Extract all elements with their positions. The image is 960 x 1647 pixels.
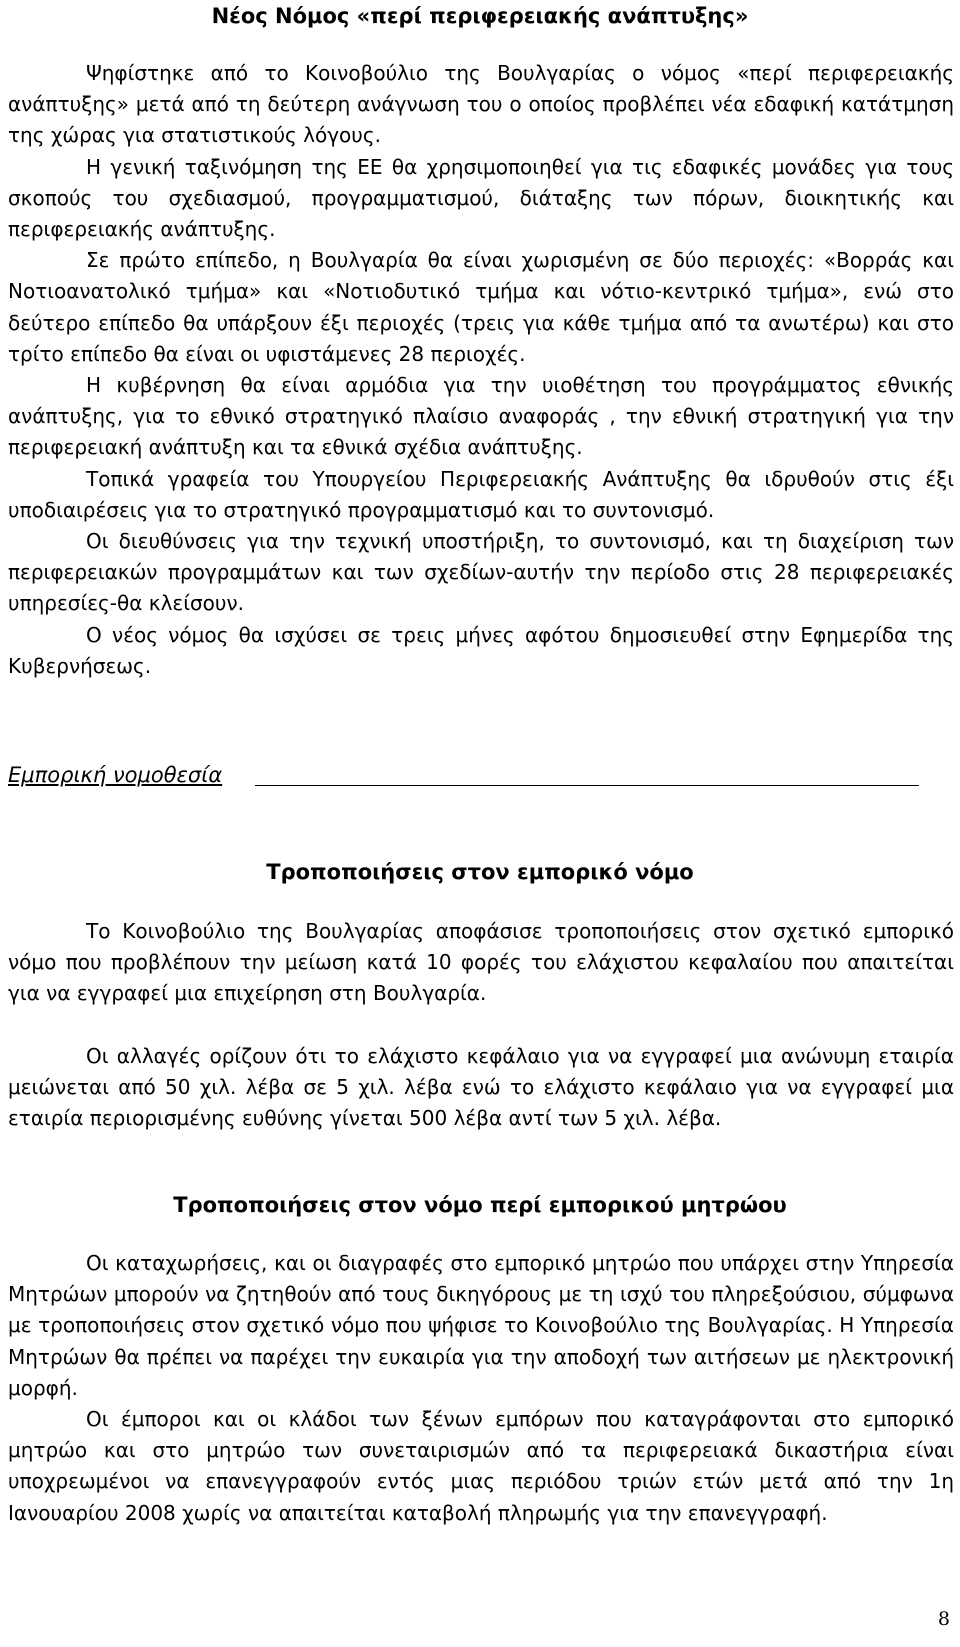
paragraph: Οι διευθύνσεις για την τεχνική υποστήριξη, το συντονισμό, και τη διαχείριση των περιφερειακών προγραμμάτων και των σχεδίων-αυτήν την περίοδο στις 28 περιφερειακές υπηρεσίες-θα κλείσουν. — [8, 529, 954, 616]
paragraph: Οι καταχωρήσεις, και οι διαγραφές στο εμπορικό μητρώο που υπάρχει στην Υπηρεσία Μητρώων μπορούν να ζητηθούν από τους δικηγόρους με τη ισχύ του πληρεξούσιου, σύμφωνα με τροποποιήσεις στον σχετικό νόμο που ψήφισε το Κοινοβούλιο της Βουλγαρίας. Η Υπηρεσία Μητρώων θα πρέπει να παρέχει την ευκαιρία για την αποδοχή των αιτήσεων με ηλεκτρονική μορφή. — [8, 1251, 954, 1400]
paragraph: Τοπικά γραφεία του Υπουργείου Περιφερειακής Ανάπτυξης θα ιδρυθούν στις έξι υποδιαιρέσεις για το στρατηγικό προγραμματισμό και το συντονισμό. — [8, 466, 954, 522]
paragraph: Οι αλλαγές ορίζουν ότι το ελάχιστο κεφάλαιο για να εγγραφεί μια ανώνυμη εταιρία μειώνεται από 50 χιλ. λέβα σε 5 χιλ. λέβα ενώ το ελάχιστο κεφάλαιο για να εγγραφεί μια εταιρία περιορισμένης ευθύνης γίνεται 500 λέβα αντί των 5 χιλ. λέβα. — [8, 1043, 954, 1131]
paragraph: Οι έμποροι και οι κλάδοι των ξένων εμπόρων που καταγράφονται στο εμπορικό μητρώο και στο μητρώο των συνεταιρισμών από τα περιφερειακά δικαστήρια είναι υποχρεωμένοι να επανεγγραφούν εντός μιας περιόδου τριών ετών μετά από την 1η Ιανουαρίου 2008 χωρίς να απαιτείται καταβολή πληρωμής για την επανεγγραφή. — [8, 1407, 954, 1525]
section-commercial-law-body — [8, 916, 954, 1134]
section-regional-development-body — [8, 58, 954, 682]
heading-commercial-law-amendments: Τροποποιήσεις στον εμπορικό νόμο — [266, 860, 694, 884]
section-title-commercial-legislation: Εμπορική νομοθεσία — [8, 763, 223, 787]
section-title-rule — [255, 785, 919, 786]
section-commercial-register-body — [8, 1248, 954, 1529]
heading-regional-development-law: Νέος Νόμος «περί περιφερειακής ανάπτυξης» — [211, 4, 749, 28]
heading-commercial-register-amendments: Τροποποιήσεις στον νόμο περί εμπορικού μητρώου — [173, 1193, 787, 1217]
paragraph: Ο νέος νόμος θα ισχύσει σε τρεις μήνες αφότου δημοσιευθεί στην Εφημερίδα της Κυβερνήσεως. — [8, 622, 954, 678]
paragraph: Η κυβέρνηση θα είναι αρμόδια για την υιοθέτηση του προγράμματος εθνικής ανάπτυξης, για το εθνικό στρατηγικό πλαίσιο αναφοράς , την εθνική στρατηγική για την περιφερειακή ανάπτυξη και τα εθνικά σχέδια ανάπτυξης. — [8, 373, 954, 460]
paragraph: Ψηφίστηκε από το Κοινοβούλιο της Βουλγαρίας ο νόμος «περί περιφερειακής ανάπτυξης» μετά από τη δεύτερη ανάγνωση του ο οποίος προβλέπει νέα εδαφική κατάτμηση της χώρας για στατιστικούς λόγους. — [8, 61, 954, 148]
page-number: 8 — [937, 1608, 950, 1630]
paragraph: Σε πρώτο επίπεδο, η Βουλγαρία θα είναι χωρισμένη σε δύο περιοχές: «Βορράς και Νοτιοανατολικό τμήμα» και «Νοτιοδυτικό τμήμα και νότιο-κεντρικό τμήμα», ενώ στο δεύτερο επίπεδο θα υπάρξουν έξι περιοχές (τρεις για κάθε τμήμα από τα ανωτέρω) και στο τρίτο επίπεδο θα είναι οι υφιστάμενες 28 περιοχές. — [8, 248, 954, 366]
paragraph: Η γενική ταξινόμηση της ΕΕ θα χρησιμοποιηθεί για τις εδαφικές μονάδες για τους σκοπούς του σχεδιασμού, προγραμματισμού, διάταξης των πόρων, διοικητικής και περιφερειακής ανάπτυξης. — [8, 154, 954, 242]
paragraph: Το Κοινοβούλιο της Βουλγαρίας αποφάσισε τροποποιήσεις στον σχετικό εμπορικό νόμο που προβλέπουν την μείωση κατά 10 φορές του ελάχιστου κεφαλαίου που απαιτείται για να εγγραφεί μια επιχείρηση στη Βουλγαρία. — [8, 919, 954, 1006]
